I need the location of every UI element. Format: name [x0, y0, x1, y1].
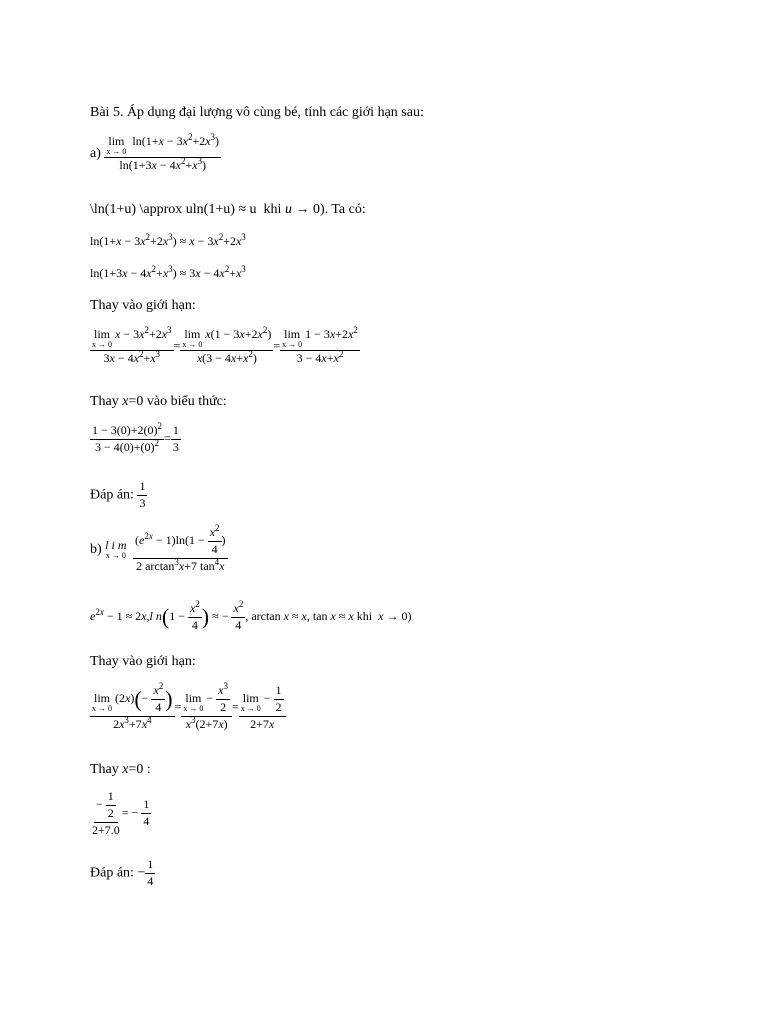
part-a-hint: \ln(1+u) \approx uln(1+u) ≈ u khi u → 0). Ta có:: [90, 202, 366, 217]
part-b-steps: lim x → 0 (2x)(− $\frac{x^2}{4}$ ) $2x^3+7x^4$ = lim x → 0 − $\frac{x^3}{2}$ $x^3(2+7x)$ = lim x → 0 − $\frac{1}{2}$ 2+7x: [90, 684, 286, 731]
answer-fraction: $\frac{1}{4}$: [147, 857, 154, 888]
part-a-answer: [90, 480, 147, 511]
answer-label: Đáp án:: [90, 487, 134, 503]
part-a-evaluation: $\frac{1 - 3(0)+2(0)^2}{3 - 4(0)+(0)^2}$ = $\frac{1}{3}$: [92, 421, 179, 454]
part-a-sub-zero-label: Thay x=0 vào biểu thức:: [90, 394, 227, 409]
part-b-approx: $e^{2x} - 1 \approx 2x,l$ n(1 − $\frac{x^2}{4}$ ) ≈ − $\frac{x^2}{4}$ , arctan x ≈ x, tan x ≈ x khi x → 0): [90, 599, 412, 632]
part-a-approx-1: $\ln(1+x - 3x^2+2x^3) \approx x - 3x^2+2x^3$: [90, 232, 246, 248]
part-a-approx-2: $\ln(1+3x - 4x^2+x^3) \approx 3x - 4x^2+x^3$: [90, 264, 246, 280]
answer-label: Đáp án:: [90, 865, 134, 881]
part-b-label: b): [90, 541, 102, 557]
part-a-label: a): [90, 146, 101, 162]
exercise-title: Bài 5. Áp dụng đại lượng vô cùng bé, tính các giới hạn sau:: [90, 105, 424, 120]
part-b-sub-zero-label: Thay x=0 :: [90, 762, 151, 777]
part-a-substitute-label: Thay vào giới hạn:: [90, 298, 196, 313]
limit-operator: lim x → 0: [106, 134, 127, 156]
part-a-steps: lim x → 0 $x - 3x^2+2x^3$ $3x - 4x^2+x^3$ = lim x → 0 $x(1 - 3x+2x^2)$ $x(3 - 4x+x^2)$ = lim x → 0 $1 - 3x+2x^2$ $3 - 4x+x^2$: [92, 325, 358, 365]
part-b-evaluation: − $\frac{1}{2}$ 2+7.0 = − $\frac{1}{4}$: [92, 789, 150, 837]
answer-fraction: $\frac{1}{3}$: [139, 479, 146, 510]
part-b-substitute-label: Thay vào giới hạn:: [90, 654, 196, 669]
limit-operator: l i m x → 0: [105, 538, 127, 561]
part-a-problem: [90, 132, 221, 173]
part-b-problem: [90, 523, 228, 573]
part-b-answer: Đáp án: − $\frac{1}{4}$: [90, 857, 154, 888]
part-b-problem-fraction: $(e^{2x} - 1)\ln(1$ − $\frac{x^2}{4}$ ) 2 $\arctan^3x+7$ $\tan^4x$: [135, 523, 226, 573]
part-a-problem-fraction: lim x → 0 $\ln(1+x - 3x^2+2x^3)$ $\ln(1+3x - 4x^2+x^3)$: [106, 132, 220, 172]
